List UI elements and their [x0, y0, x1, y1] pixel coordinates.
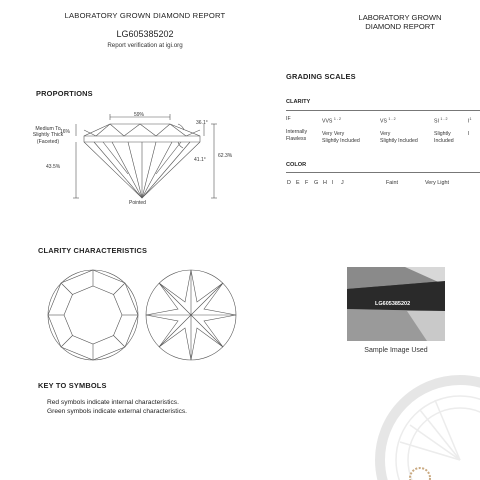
proportions-diagram: [28, 104, 248, 214]
report-title-right-line1: LABORATORY GROWN: [358, 13, 442, 22]
clarity-grade-code: SI: [434, 118, 439, 125]
color-letter: H: [323, 180, 327, 186]
girdle-line3: (Faceted): [36, 138, 60, 145]
clarity-grade-desc1: Internally: [286, 129, 308, 136]
report-title-right: [340, 13, 460, 31]
clarity-grade-desc2: Included: [434, 137, 454, 144]
clarity-grade-vs: [380, 116, 434, 144]
seal-watermark-icon: [330, 330, 480, 480]
clarity-grade-desc2: Flawless: [286, 135, 307, 142]
color-letter: D: [287, 180, 291, 186]
proportions-title: PROPORTIONS: [36, 89, 93, 98]
girdle-inscription: LG605385202: [375, 301, 411, 307]
clarity-grade-if: [286, 116, 316, 142]
key-red-symbols: Red symbols indicate internal characteristics.: [47, 399, 179, 406]
clarity-grade-code: IF: [286, 116, 291, 122]
color-scale-letters: [287, 180, 350, 186]
color-letter: F: [305, 180, 309, 186]
pavilion-angle: 41.1°: [194, 157, 206, 163]
color-very-light: Very Light: [425, 180, 449, 186]
key-to-symbols-title: KEY TO SYMBOLS: [38, 381, 107, 390]
color-letter: G: [314, 180, 319, 186]
crown-plot-diagram: [46, 268, 140, 362]
clarity-grade-sup: 1 - 2: [388, 117, 396, 121]
color-faint: Faint: [386, 180, 398, 186]
pavilion-depth: 43.5%: [46, 164, 61, 170]
key-green-symbols: Green symbols indicate external characteristics.: [47, 408, 187, 415]
clarity-grade-desc1: Slightly: [434, 131, 451, 138]
color-letter: E: [296, 180, 300, 186]
pavilion-plot-diagram: [144, 268, 238, 362]
report-title: LABORATORY GROWN DIAMOND REPORT: [64, 11, 226, 20]
sample-image-caption: Sample Image Used: [364, 347, 428, 354]
color-scale-divider: [286, 172, 480, 173]
girdle-line2: Slightly Thick: [32, 132, 64, 139]
clarity-grade-sup: 1: [469, 117, 472, 121]
color-letter: I: [332, 180, 334, 186]
report-title-right-line2: DIAMOND REPORT: [365, 22, 435, 31]
girdle-description: [26, 126, 70, 145]
clarity-grade-i: [468, 116, 480, 138]
crown-height: 16%: [60, 129, 71, 135]
clarity-grade-desc2: Slightly Included: [322, 137, 360, 144]
clarity-grade-sup: 1 - 2: [333, 117, 342, 121]
clarity-grade-desc2: Slightly Included: [380, 137, 418, 144]
girdle-line1: Medium To: [35, 126, 61, 132]
color-letter: J: [341, 180, 344, 186]
clarity-grade-code: I: [468, 118, 470, 125]
clarity-grade-vvs: [322, 116, 376, 144]
clarity-grade-desc1: Very Very: [322, 131, 345, 138]
clarity-scale-divider: [286, 110, 480, 111]
crown-angle: 36.1°: [196, 120, 208, 126]
clarity-grade-si: [434, 116, 464, 144]
color-scale-title: COLOR: [286, 162, 307, 168]
table-percentage: 59%: [134, 112, 145, 118]
total-depth: 62.3%: [218, 153, 233, 159]
clarity-scale-title: CLARITY: [286, 99, 311, 105]
clarity-grade-desc1: Very: [380, 131, 391, 138]
clarity-characteristics-title: CLARITY CHARACTERISTICS: [38, 246, 148, 255]
clarity-grade-code: VVS: [322, 118, 333, 125]
grading-scales-title: GRADING SCALES: [286, 72, 356, 81]
clarity-grade-code: VS: [380, 118, 387, 125]
culet: Pointed: [129, 200, 146, 206]
clarity-grade-sup: 1 - 2: [440, 117, 448, 121]
key-to-symbols-text: [47, 398, 187, 416]
report-number: LG605385202: [116, 29, 174, 39]
verification-link[interactable]: Report verification at igi.org: [107, 42, 183, 49]
clarity-grade-desc1: I: [468, 131, 470, 138]
